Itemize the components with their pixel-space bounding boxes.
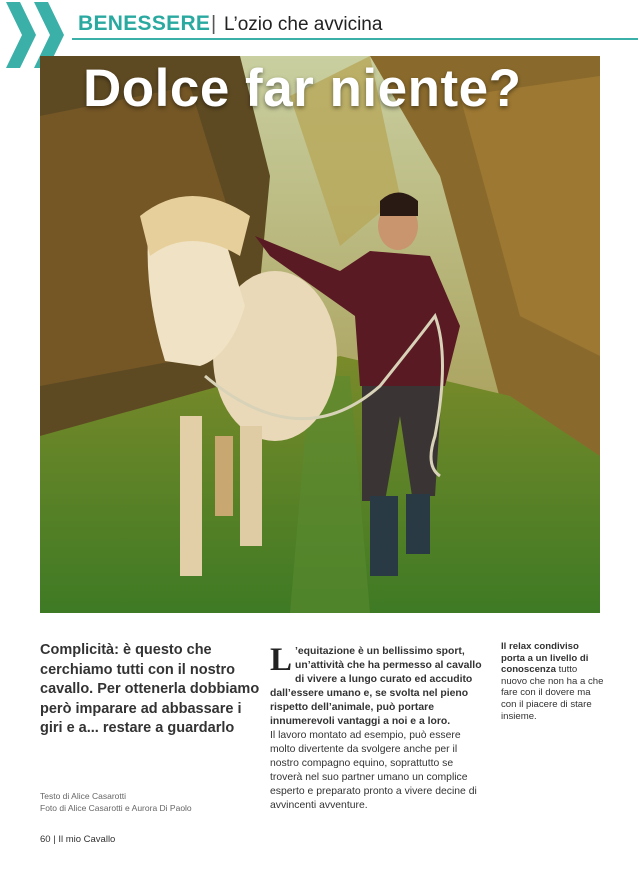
- body-paragraph: Il lavoro montato ad esempio, può essere molto divertente da svolgere anche per il nostro compagno equino, soprattutto se troverà nel suo partner umano un complice esperto e preparato pronto a vivere decine di avvincenti avventure.: [270, 730, 477, 811]
- header-separator: |: [211, 13, 217, 35]
- pull-quote-bold: Il relax condiviso porta a un livello di conoscenza: [501, 641, 589, 676]
- lead-paragraph: Complicità: è questo che cerchiamo tutti con il nostro cavallo. Per ottenerla dobbiamo però imparare ad abbassare i giri e a... restare a guardarlo: [40, 642, 260, 736]
- dropcap: L: [270, 642, 293, 678]
- headline: Dolce far niente?: [83, 59, 522, 118]
- author-credit: Testo di Alice Casarotti: [40, 791, 126, 801]
- horse-and-woman-photo: [40, 56, 600, 613]
- credits: [40, 791, 192, 814]
- pull-quote: [501, 641, 605, 722]
- section-label: BENESSERE: [78, 12, 211, 35]
- photo-credit: Foto di Alice Casarotti e Aurora Di Paolo: [40, 802, 192, 813]
- intro-paragraph: ’equitazione è un bellissimo sport, un’attività che ha permesso al cavallo di vivere a lungo curato ed accudito dall’essere umano e, se svolta nel pieno rispetto dell’animale, può portare innumerevoli vantaggi a noi e a loro.: [270, 646, 482, 727]
- folio: 60 | Il mio Cavallo: [40, 834, 116, 845]
- header-rule: [72, 38, 638, 40]
- body-column: [270, 642, 486, 813]
- section-kicker: L’ozio che avvicina: [224, 14, 383, 35]
- chevron-right-icon: [6, 0, 36, 70]
- pull-quote-rest: tutto nuovo che non ha a che fare con il dovere ma con il piacere di stare insieme.: [501, 664, 604, 722]
